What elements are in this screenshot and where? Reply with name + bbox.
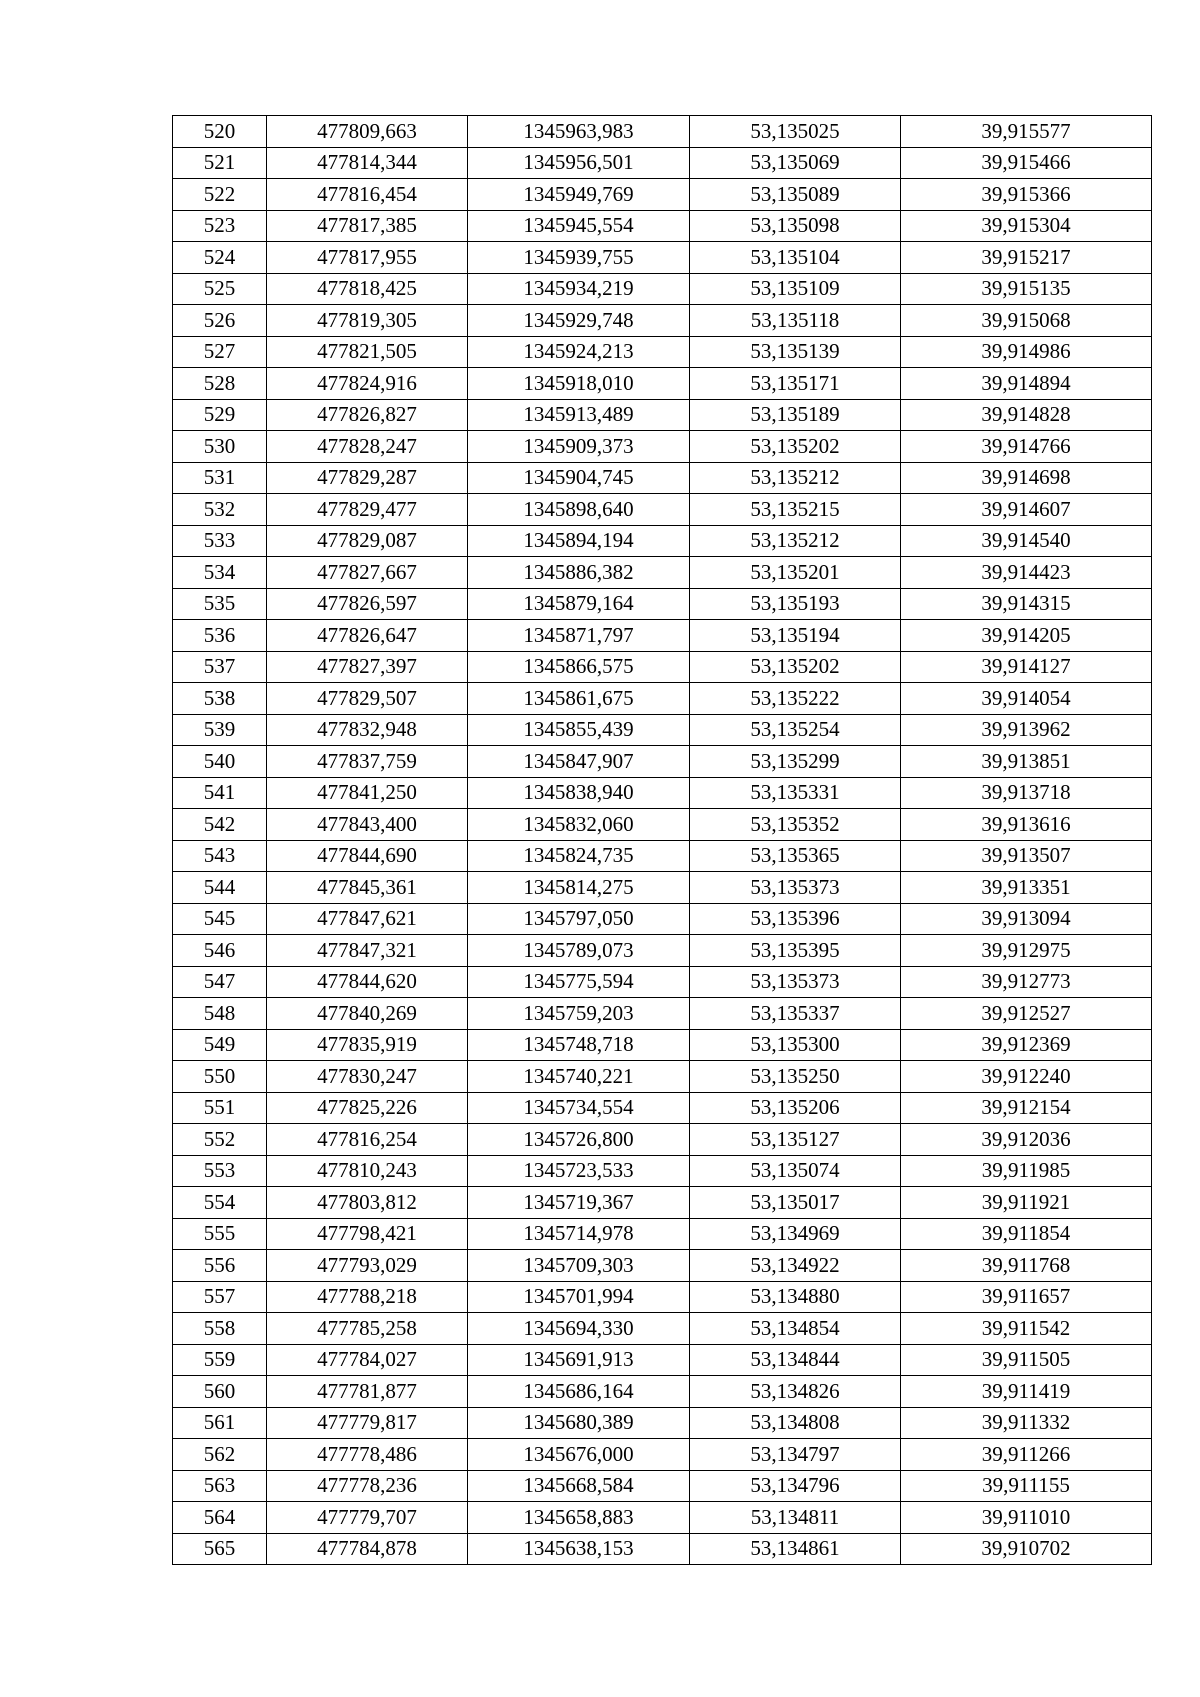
longitude-cell: 39,912773: [901, 966, 1152, 998]
point-number-cell: 534: [173, 557, 267, 589]
point-number-cell: 557: [173, 1281, 267, 1313]
point-number-cell: 524: [173, 242, 267, 274]
latitude-cell: 53,134811: [690, 1502, 901, 1534]
longitude-cell: 39,911985: [901, 1155, 1152, 1187]
longitude-cell: 39,915068: [901, 305, 1152, 337]
point-number-cell: 531: [173, 462, 267, 494]
table-row: [173, 1376, 1152, 1408]
x-coordinate-cell: 477841,250: [267, 777, 468, 809]
x-coordinate-cell: 477827,667: [267, 557, 468, 589]
point-number-cell: 525: [173, 273, 267, 305]
point-number-cell: 556: [173, 1250, 267, 1282]
latitude-cell: 53,135373: [690, 966, 901, 998]
latitude-cell: 53,135365: [690, 840, 901, 872]
y-coordinate-cell: 1345658,883: [468, 1502, 690, 1534]
x-coordinate-cell: 477814,344: [267, 147, 468, 179]
point-number-cell: 546: [173, 935, 267, 967]
x-coordinate-cell: 477847,621: [267, 903, 468, 935]
table-row: [173, 179, 1152, 211]
table-row: [173, 210, 1152, 242]
x-coordinate-cell: 477816,454: [267, 179, 468, 211]
x-coordinate-cell: 477784,878: [267, 1533, 468, 1565]
latitude-cell: 53,135189: [690, 399, 901, 431]
x-coordinate-cell: 477847,321: [267, 935, 468, 967]
point-number-cell: 561: [173, 1407, 267, 1439]
x-coordinate-cell: 477817,955: [267, 242, 468, 274]
table-row: [173, 1502, 1152, 1534]
coordinates-table: [172, 115, 1152, 1565]
table-row: [173, 1061, 1152, 1093]
point-number-cell: 562: [173, 1439, 267, 1471]
longitude-cell: 39,914766: [901, 431, 1152, 463]
y-coordinate-cell: 1345723,533: [468, 1155, 690, 1187]
latitude-cell: 53,135118: [690, 305, 901, 337]
y-coordinate-cell: 1345797,050: [468, 903, 690, 935]
point-number-cell: 529: [173, 399, 267, 431]
table-row: [173, 1344, 1152, 1376]
latitude-cell: 53,134844: [690, 1344, 901, 1376]
latitude-cell: 53,134854: [690, 1313, 901, 1345]
table-row: [173, 336, 1152, 368]
y-coordinate-cell: 1345913,489: [468, 399, 690, 431]
x-coordinate-cell: 477818,425: [267, 273, 468, 305]
longitude-cell: 39,912240: [901, 1061, 1152, 1093]
longitude-cell: 39,915217: [901, 242, 1152, 274]
longitude-cell: 39,910702: [901, 1533, 1152, 1565]
y-coordinate-cell: 1345676,000: [468, 1439, 690, 1471]
x-coordinate-cell: 477779,707: [267, 1502, 468, 1534]
point-number-cell: 535: [173, 588, 267, 620]
table-row: [173, 588, 1152, 620]
x-coordinate-cell: 477784,027: [267, 1344, 468, 1376]
y-coordinate-cell: 1345694,330: [468, 1313, 690, 1345]
table-row: [173, 777, 1152, 809]
point-number-cell: 522: [173, 179, 267, 211]
table-row: [173, 1218, 1152, 1250]
latitude-cell: 53,135300: [690, 1029, 901, 1061]
longitude-cell: 39,912975: [901, 935, 1152, 967]
table-row: [173, 1187, 1152, 1219]
longitude-cell: 39,913718: [901, 777, 1152, 809]
y-coordinate-cell: 1345691,913: [468, 1344, 690, 1376]
table-row: [173, 998, 1152, 1030]
y-coordinate-cell: 1345701,994: [468, 1281, 690, 1313]
point-number-cell: 549: [173, 1029, 267, 1061]
longitude-cell: 39,913962: [901, 714, 1152, 746]
latitude-cell: 53,135212: [690, 525, 901, 557]
latitude-cell: 53,134826: [690, 1376, 901, 1408]
point-number-cell: 558: [173, 1313, 267, 1345]
table-row: [173, 557, 1152, 589]
x-coordinate-cell: 477830,247: [267, 1061, 468, 1093]
point-number-cell: 539: [173, 714, 267, 746]
y-coordinate-cell: 1345945,554: [468, 210, 690, 242]
latitude-cell: 53,135201: [690, 557, 901, 589]
point-number-cell: 521: [173, 147, 267, 179]
longitude-cell: 39,914698: [901, 462, 1152, 494]
x-coordinate-cell: 477824,916: [267, 368, 468, 400]
latitude-cell: 53,135222: [690, 683, 901, 715]
table-row: [173, 903, 1152, 935]
x-coordinate-cell: 477781,877: [267, 1376, 468, 1408]
point-number-cell: 544: [173, 872, 267, 904]
longitude-cell: 39,911657: [901, 1281, 1152, 1313]
latitude-cell: 53,135089: [690, 179, 901, 211]
longitude-cell: 39,914828: [901, 399, 1152, 431]
y-coordinate-cell: 1345956,501: [468, 147, 690, 179]
x-coordinate-cell: 477843,400: [267, 809, 468, 841]
x-coordinate-cell: 477832,948: [267, 714, 468, 746]
latitude-cell: 53,135212: [690, 462, 901, 494]
table-row: [173, 116, 1152, 148]
x-coordinate-cell: 477829,507: [267, 683, 468, 715]
table-row: [173, 525, 1152, 557]
x-coordinate-cell: 477835,919: [267, 1029, 468, 1061]
x-coordinate-cell: 477826,827: [267, 399, 468, 431]
latitude-cell: 53,135171: [690, 368, 901, 400]
x-coordinate-cell: 477779,817: [267, 1407, 468, 1439]
longitude-cell: 39,914423: [901, 557, 1152, 589]
table-row: [173, 273, 1152, 305]
x-coordinate-cell: 477844,620: [267, 966, 468, 998]
table-row: [173, 147, 1152, 179]
x-coordinate-cell: 477809,663: [267, 116, 468, 148]
latitude-cell: 53,135098: [690, 210, 901, 242]
y-coordinate-cell: 1345748,718: [468, 1029, 690, 1061]
x-coordinate-cell: 477778,486: [267, 1439, 468, 1471]
latitude-cell: 53,135074: [690, 1155, 901, 1187]
y-coordinate-cell: 1345886,382: [468, 557, 690, 589]
table-row: [173, 462, 1152, 494]
point-number-cell: 550: [173, 1061, 267, 1093]
longitude-cell: 39,915466: [901, 147, 1152, 179]
y-coordinate-cell: 1345924,213: [468, 336, 690, 368]
longitude-cell: 39,914127: [901, 651, 1152, 683]
longitude-cell: 39,914986: [901, 336, 1152, 368]
table-row: [173, 935, 1152, 967]
y-coordinate-cell: 1345814,275: [468, 872, 690, 904]
x-coordinate-cell: 477816,254: [267, 1124, 468, 1156]
y-coordinate-cell: 1345680,389: [468, 1407, 690, 1439]
x-coordinate-cell: 477825,226: [267, 1092, 468, 1124]
point-number-cell: 552: [173, 1124, 267, 1156]
latitude-cell: 53,135194: [690, 620, 901, 652]
point-number-cell: 532: [173, 494, 267, 526]
table-row: [173, 494, 1152, 526]
longitude-cell: 39,915135: [901, 273, 1152, 305]
table-row: [173, 399, 1152, 431]
x-coordinate-cell: 477826,647: [267, 620, 468, 652]
longitude-cell: 39,911505: [901, 1344, 1152, 1376]
point-number-cell: 541: [173, 777, 267, 809]
table-row: [173, 1155, 1152, 1187]
table-row: [173, 305, 1152, 337]
latitude-cell: 53,134796: [690, 1470, 901, 1502]
table-row: [173, 714, 1152, 746]
table-row: [173, 809, 1152, 841]
point-number-cell: 545: [173, 903, 267, 935]
latitude-cell: 53,135373: [690, 872, 901, 904]
point-number-cell: 559: [173, 1344, 267, 1376]
longitude-cell: 39,915366: [901, 179, 1152, 211]
latitude-cell: 53,135193: [690, 588, 901, 620]
x-coordinate-cell: 477821,505: [267, 336, 468, 368]
longitude-cell: 39,914054: [901, 683, 1152, 715]
x-coordinate-cell: 477828,247: [267, 431, 468, 463]
point-number-cell: 551: [173, 1092, 267, 1124]
longitude-cell: 39,912036: [901, 1124, 1152, 1156]
latitude-cell: 53,135127: [690, 1124, 901, 1156]
longitude-cell: 39,911854: [901, 1218, 1152, 1250]
point-number-cell: 540: [173, 746, 267, 778]
latitude-cell: 53,135396: [690, 903, 901, 935]
x-coordinate-cell: 477788,218: [267, 1281, 468, 1313]
y-coordinate-cell: 1345789,073: [468, 935, 690, 967]
point-number-cell: 526: [173, 305, 267, 337]
longitude-cell: 39,911266: [901, 1439, 1152, 1471]
latitude-cell: 53,135025: [690, 116, 901, 148]
y-coordinate-cell: 1345775,594: [468, 966, 690, 998]
latitude-cell: 53,134797: [690, 1439, 901, 1471]
point-number-cell: 538: [173, 683, 267, 715]
latitude-cell: 53,135352: [690, 809, 901, 841]
table-row: [173, 1533, 1152, 1565]
latitude-cell: 53,135069: [690, 147, 901, 179]
point-number-cell: 523: [173, 210, 267, 242]
longitude-cell: 39,911921: [901, 1187, 1152, 1219]
latitude-cell: 53,135299: [690, 746, 901, 778]
y-coordinate-cell: 1345879,164: [468, 588, 690, 620]
latitude-cell: 53,135202: [690, 651, 901, 683]
table-row: [173, 1029, 1152, 1061]
x-coordinate-cell: 477819,305: [267, 305, 468, 337]
point-number-cell: 533: [173, 525, 267, 557]
y-coordinate-cell: 1345726,800: [468, 1124, 690, 1156]
table-body: [173, 116, 1152, 1565]
latitude-cell: 53,135254: [690, 714, 901, 746]
y-coordinate-cell: 1345638,153: [468, 1533, 690, 1565]
x-coordinate-cell: 477829,087: [267, 525, 468, 557]
y-coordinate-cell: 1345709,303: [468, 1250, 690, 1282]
point-number-cell: 542: [173, 809, 267, 841]
y-coordinate-cell: 1345861,675: [468, 683, 690, 715]
y-coordinate-cell: 1345934,219: [468, 273, 690, 305]
table-row: [173, 651, 1152, 683]
y-coordinate-cell: 1345668,584: [468, 1470, 690, 1502]
latitude-cell: 53,134922: [690, 1250, 901, 1282]
x-coordinate-cell: 477845,361: [267, 872, 468, 904]
x-coordinate-cell: 477803,812: [267, 1187, 468, 1219]
table-row: [173, 746, 1152, 778]
x-coordinate-cell: 477817,385: [267, 210, 468, 242]
longitude-cell: 39,913851: [901, 746, 1152, 778]
latitude-cell: 53,134969: [690, 1218, 901, 1250]
y-coordinate-cell: 1345832,060: [468, 809, 690, 841]
table-row: [173, 1439, 1152, 1471]
longitude-cell: 39,915577: [901, 116, 1152, 148]
longitude-cell: 39,913507: [901, 840, 1152, 872]
table-row: [173, 1250, 1152, 1282]
y-coordinate-cell: 1345898,640: [468, 494, 690, 526]
y-coordinate-cell: 1345847,907: [468, 746, 690, 778]
table-row: [173, 242, 1152, 274]
y-coordinate-cell: 1345963,983: [468, 116, 690, 148]
longitude-cell: 39,911010: [901, 1502, 1152, 1534]
x-coordinate-cell: 477793,029: [267, 1250, 468, 1282]
y-coordinate-cell: 1345855,439: [468, 714, 690, 746]
x-coordinate-cell: 477810,243: [267, 1155, 468, 1187]
table-row: [173, 1124, 1152, 1156]
y-coordinate-cell: 1345871,797: [468, 620, 690, 652]
table-row: [173, 683, 1152, 715]
x-coordinate-cell: 477778,236: [267, 1470, 468, 1502]
y-coordinate-cell: 1345686,164: [468, 1376, 690, 1408]
y-coordinate-cell: 1345894,194: [468, 525, 690, 557]
table-row: [173, 1470, 1152, 1502]
point-number-cell: 560: [173, 1376, 267, 1408]
y-coordinate-cell: 1345939,755: [468, 242, 690, 274]
point-number-cell: 555: [173, 1218, 267, 1250]
longitude-cell: 39,913094: [901, 903, 1152, 935]
table-row: [173, 966, 1152, 998]
y-coordinate-cell: 1345866,575: [468, 651, 690, 683]
latitude-cell: 53,134861: [690, 1533, 901, 1565]
longitude-cell: 39,914894: [901, 368, 1152, 400]
latitude-cell: 53,135202: [690, 431, 901, 463]
point-number-cell: 530: [173, 431, 267, 463]
table-row: [173, 1313, 1152, 1345]
longitude-cell: 39,912369: [901, 1029, 1152, 1061]
longitude-cell: 39,913616: [901, 809, 1152, 841]
y-coordinate-cell: 1345759,203: [468, 998, 690, 1030]
point-number-cell: 520: [173, 116, 267, 148]
longitude-cell: 39,913351: [901, 872, 1152, 904]
y-coordinate-cell: 1345929,748: [468, 305, 690, 337]
x-coordinate-cell: 477829,287: [267, 462, 468, 494]
x-coordinate-cell: 477829,477: [267, 494, 468, 526]
x-coordinate-cell: 477840,269: [267, 998, 468, 1030]
x-coordinate-cell: 477844,690: [267, 840, 468, 872]
longitude-cell: 39,911419: [901, 1376, 1152, 1408]
latitude-cell: 53,135017: [690, 1187, 901, 1219]
latitude-cell: 53,135395: [690, 935, 901, 967]
latitude-cell: 53,134880: [690, 1281, 901, 1313]
x-coordinate-cell: 477798,421: [267, 1218, 468, 1250]
table-row: [173, 872, 1152, 904]
x-coordinate-cell: 477837,759: [267, 746, 468, 778]
point-number-cell: 548: [173, 998, 267, 1030]
point-number-cell: 564: [173, 1502, 267, 1534]
y-coordinate-cell: 1345904,745: [468, 462, 690, 494]
point-number-cell: 553: [173, 1155, 267, 1187]
table-row: [173, 1407, 1152, 1439]
x-coordinate-cell: 477827,397: [267, 651, 468, 683]
point-number-cell: 547: [173, 966, 267, 998]
y-coordinate-cell: 1345838,940: [468, 777, 690, 809]
point-number-cell: 563: [173, 1470, 267, 1502]
point-number-cell: 528: [173, 368, 267, 400]
latitude-cell: 53,135104: [690, 242, 901, 274]
table-row: [173, 1281, 1152, 1313]
longitude-cell: 39,914315: [901, 588, 1152, 620]
latitude-cell: 53,135250: [690, 1061, 901, 1093]
latitude-cell: 53,135139: [690, 336, 901, 368]
y-coordinate-cell: 1345824,735: [468, 840, 690, 872]
longitude-cell: 39,915304: [901, 210, 1152, 242]
y-coordinate-cell: 1345740,221: [468, 1061, 690, 1093]
latitude-cell: 53,135109: [690, 273, 901, 305]
x-coordinate-cell: 477785,258: [267, 1313, 468, 1345]
table-row: [173, 431, 1152, 463]
y-coordinate-cell: 1345949,769: [468, 179, 690, 211]
table-row: [173, 620, 1152, 652]
longitude-cell: 39,914205: [901, 620, 1152, 652]
x-coordinate-cell: 477826,597: [267, 588, 468, 620]
longitude-cell: 39,911155: [901, 1470, 1152, 1502]
y-coordinate-cell: 1345909,373: [468, 431, 690, 463]
longitude-cell: 39,911542: [901, 1313, 1152, 1345]
table-row: [173, 840, 1152, 872]
longitude-cell: 39,912527: [901, 998, 1152, 1030]
longitude-cell: 39,914607: [901, 494, 1152, 526]
y-coordinate-cell: 1345714,978: [468, 1218, 690, 1250]
table-row: [173, 368, 1152, 400]
y-coordinate-cell: 1345734,554: [468, 1092, 690, 1124]
latitude-cell: 53,134808: [690, 1407, 901, 1439]
latitude-cell: 53,135337: [690, 998, 901, 1030]
table-row: [173, 1092, 1152, 1124]
y-coordinate-cell: 1345719,367: [468, 1187, 690, 1219]
latitude-cell: 53,135331: [690, 777, 901, 809]
longitude-cell: 39,911768: [901, 1250, 1152, 1282]
point-number-cell: 565: [173, 1533, 267, 1565]
longitude-cell: 39,911332: [901, 1407, 1152, 1439]
longitude-cell: 39,914540: [901, 525, 1152, 557]
point-number-cell: 527: [173, 336, 267, 368]
latitude-cell: 53,135215: [690, 494, 901, 526]
point-number-cell: 537: [173, 651, 267, 683]
latitude-cell: 53,135206: [690, 1092, 901, 1124]
y-coordinate-cell: 1345918,010: [468, 368, 690, 400]
point-number-cell: 554: [173, 1187, 267, 1219]
longitude-cell: 39,912154: [901, 1092, 1152, 1124]
point-number-cell: 536: [173, 620, 267, 652]
point-number-cell: 543: [173, 840, 267, 872]
